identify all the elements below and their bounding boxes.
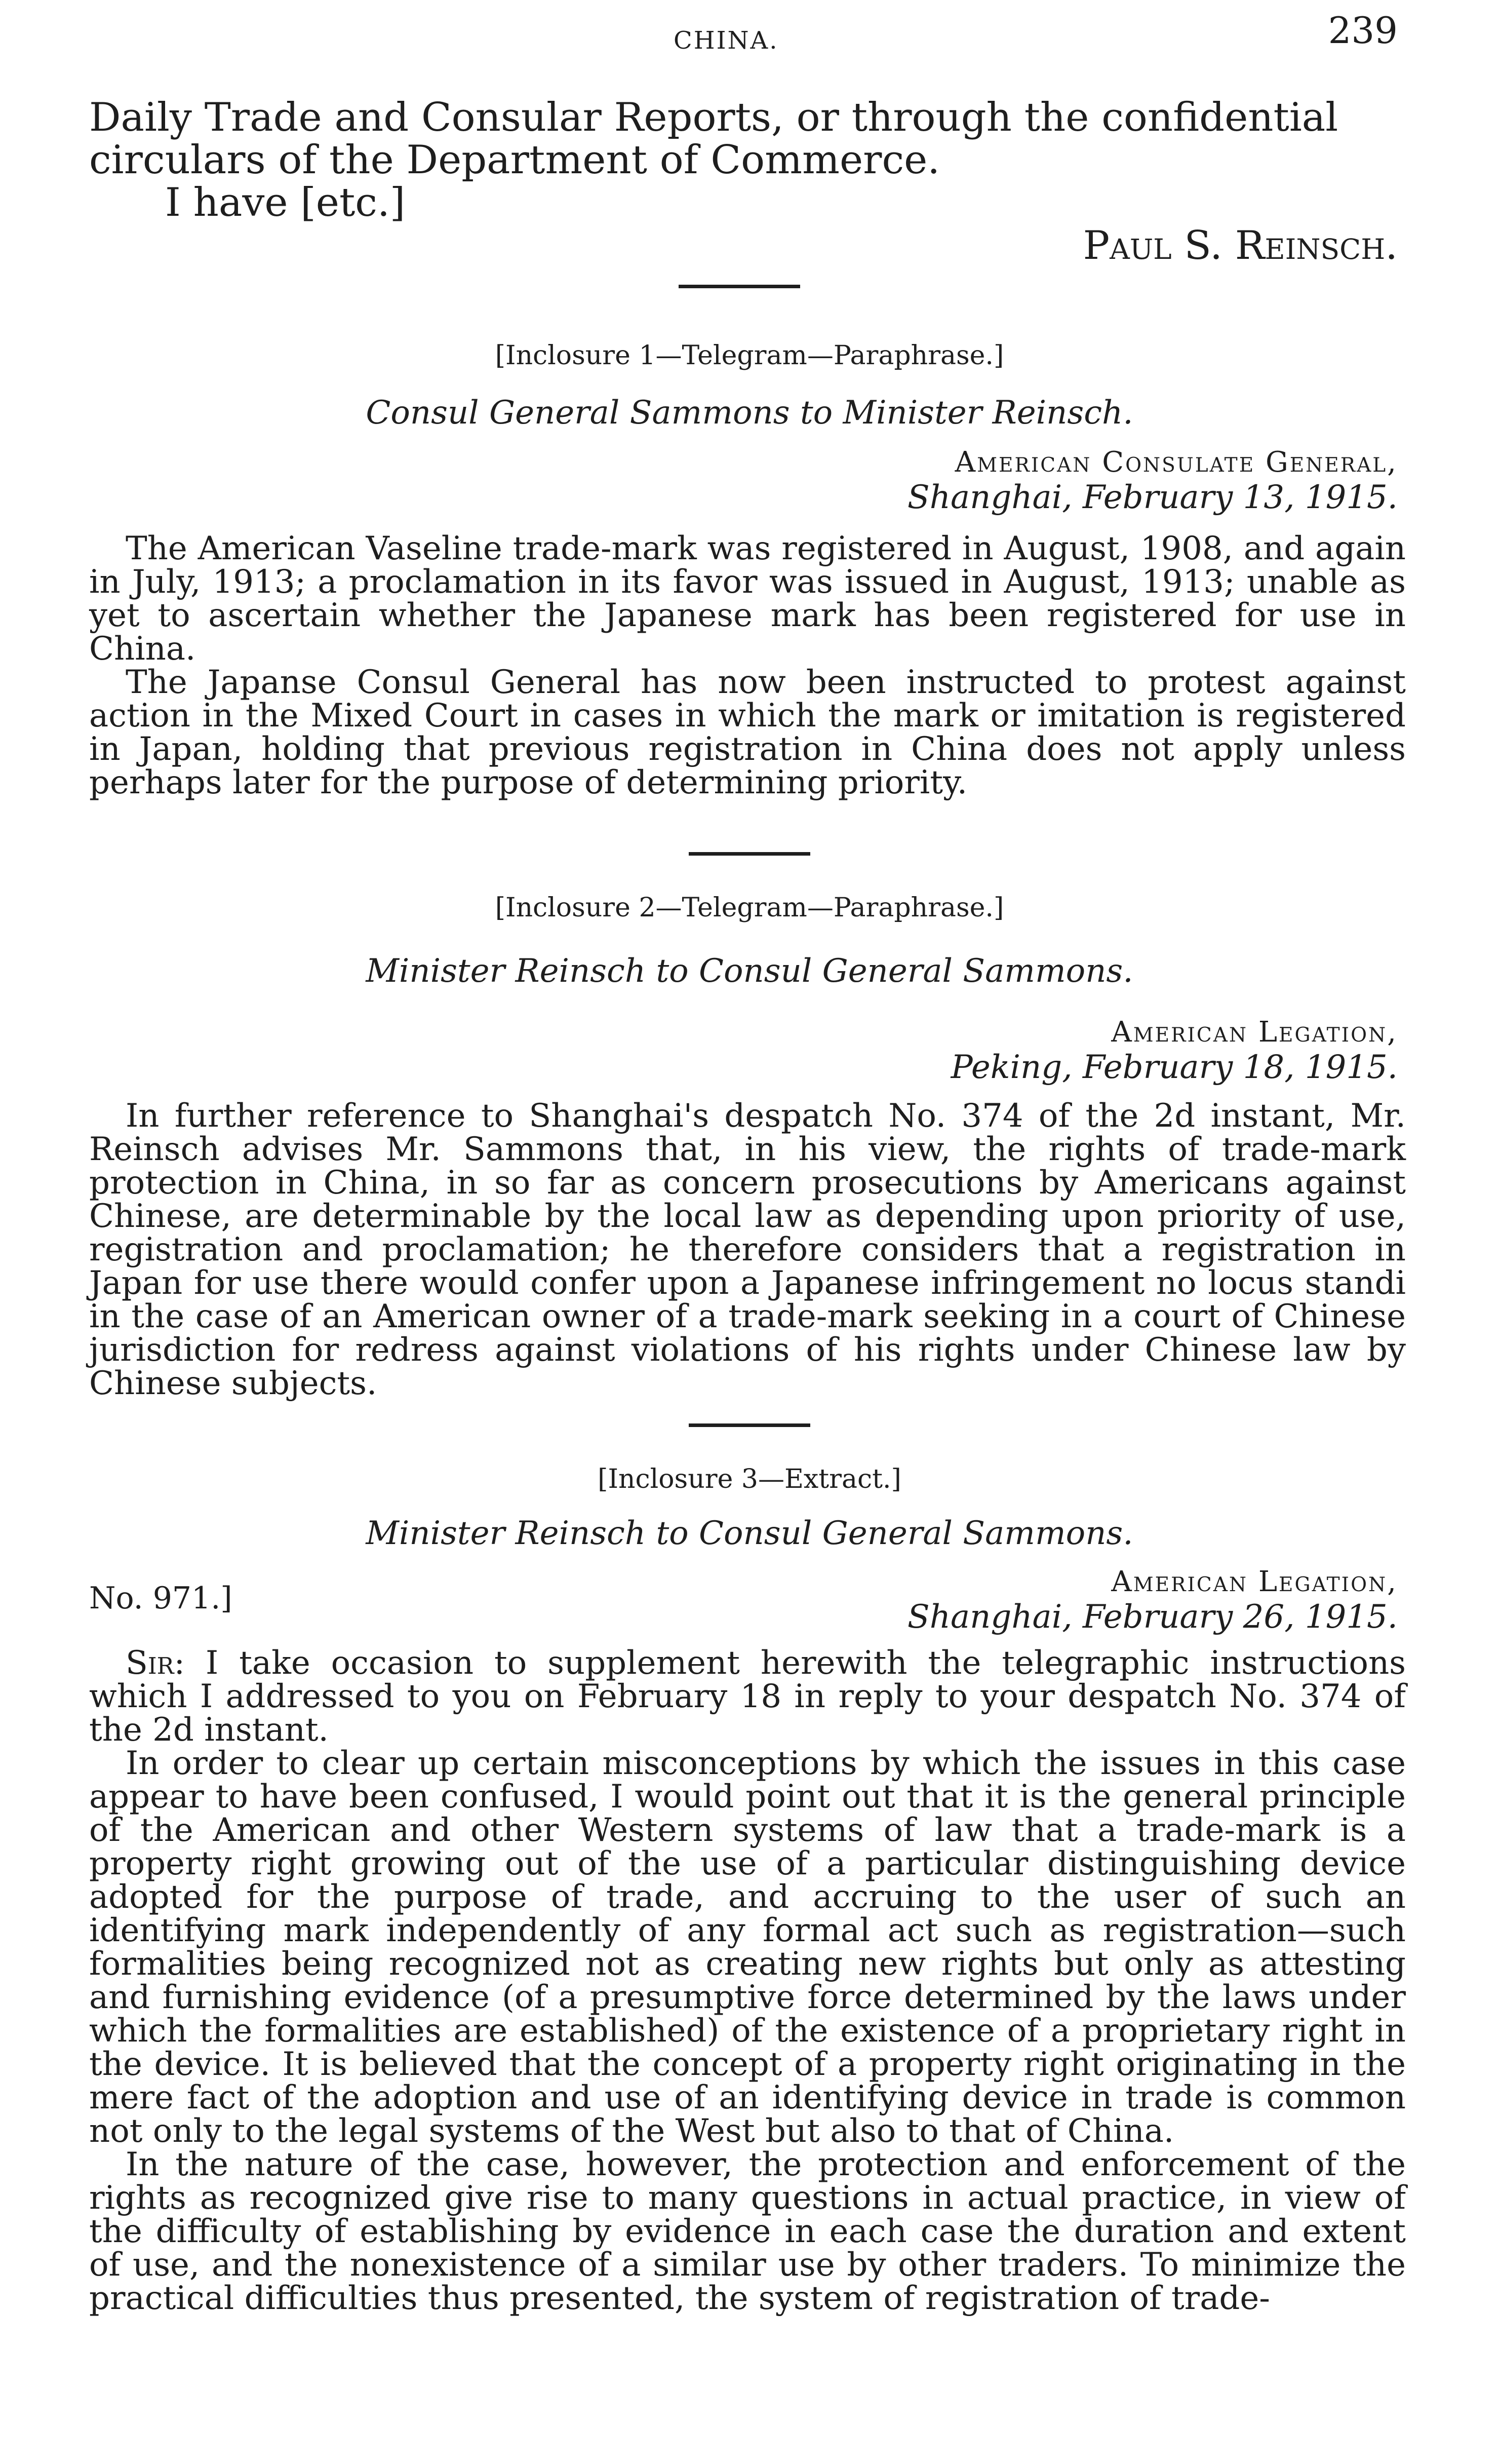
address-line-2: Shanghai, February 13, 1915. — [907, 479, 1398, 516]
inclosure-3-paragraph-1 — [89, 1646, 1406, 1747]
section-divider — [689, 1423, 810, 1427]
inclosure-2-title: Minister Reinsch to Consul General Sammons. — [366, 952, 1133, 990]
signature: Paul S. Reinsch. — [1083, 223, 1398, 268]
document-number: No. 971.] — [89, 1581, 232, 1616]
inclosure-1-paragraph-1: The American Vaseline trade-mark was registered in August, 1908, and again in July, 1913; a proclamation in its favor was issued in August, 1913; unable as yet to ascertain whether the Japanese mark has been registered for use in China. — [89, 530, 1406, 668]
address-line-1: American Legation, — [1111, 1016, 1398, 1049]
running-head: CHINA. — [674, 26, 779, 55]
inclosure-3-paragraph-3: In the nature of the case, however, the protection and enforcement of the rights as recognized give rise to many questions in actual practice, in view of the difficulty of establishing by evidence in each case the duration and extent of use, and the nonexistence of a similar use by other traders. To minimize the practical difficulties thus presented, the system of registration of trade- — [89, 2146, 1406, 2317]
inclosure-3-address — [908, 1565, 1398, 1636]
intro-paragraph: Daily Trade and Consular Reports, or through the confidential circulars of the Department of Commerce. — [89, 95, 1338, 183]
inclosure-2-paragraph-1: In further reference to Shanghai's despatch No. 374 of the 2d instant, Mr. Reinsch advises Mr. Sammons that, in his view, the rights of trade-mark protection in China, in so far as concern prosecutions by Americans against Chinese, are determinable by the local law as depending upon priority of use, registration and proclamation; he therefore considers that a registration in Japan for use there would confer upon a Japanese infringement no locus standi in the case of an American owner of a trade-mark seeking in a court of Chinese jurisdiction for redress against violations of his rights under Chinese law by Chinese subjects. — [89, 1097, 1406, 1402]
inclosure-1-title: Consul General Sammons to Minister Reinsch. — [366, 394, 1133, 432]
inclosure-2-body — [89, 1099, 1406, 1400]
inclosure-1-body — [89, 532, 1406, 799]
inclosure-1-address — [908, 446, 1398, 516]
inclosure-2-address — [951, 1016, 1398, 1086]
paragraph-text: I take occasion to supplement herewith the telegraphic instructions which I addressed to you on February 18 in reply to your despatch No. 374 of the 2d instant. — [89, 1644, 1406, 1749]
inclosure-1-label: [Inclosure 1—Telegram—Paraphrase.] — [495, 340, 1004, 371]
intro-closing: I have [etc.] — [165, 180, 406, 225]
address-line-1: American Consulate General, — [955, 446, 1398, 479]
inclosure-3-label: [Inclosure 3—Extract.] — [598, 1464, 901, 1494]
inclosure-3-body — [89, 1646, 1406, 2315]
address-line-1: American Legation, — [1111, 1565, 1398, 1598]
intro-block — [89, 96, 1406, 224]
inclosure-2-label: [Inclosure 2—Telegram—Paraphrase.] — [495, 893, 1004, 923]
section-divider — [689, 852, 810, 856]
page-number: 239 — [1328, 9, 1398, 52]
inclosure-3-title: Minister Reinsch to Consul General Sammons. — [366, 1515, 1133, 1552]
salutation: Sir: — [126, 1644, 185, 1682]
inclosure-1-paragraph-2: The Japanse Consul General has now been instructed to protest against action in the Mixed Court in cases in which the mark or imitation is registered in Japan, holding that previous registration in China does not apply unless perhaps later for the purpose of determining priority. — [89, 664, 1406, 801]
inclosure-3-paragraph-2: In order to clear up certain misconceptions by which the issues in this case appear to have been confused, I would point out that it is the general principle of the American and other Western systems of law that a trade-mark is a property right growing out of the use of a particular distinguishing device adopted for the purpose of trade, and accruing to the user of such an identifying mark independently of any formal act such as registration—such formalities being recognized not as creating new rights but only as attesting and furnishing evidence (of a presumptive force determined by the laws under which the formalities are established) of the existence of a proprietary right in the device. It is believed that the concept of a property right originating in the mere fact of the adoption and use of an identifying device in trade is common not only to the legal systems of the West but also to that of China. — [89, 1745, 1406, 2150]
section-divider — [679, 285, 800, 288]
address-line-2: Shanghai, February 26, 1915. — [907, 1598, 1398, 1636]
page-header — [81, 9, 1398, 65]
address-line-2: Peking, February 18, 1915. — [951, 1049, 1398, 1086]
